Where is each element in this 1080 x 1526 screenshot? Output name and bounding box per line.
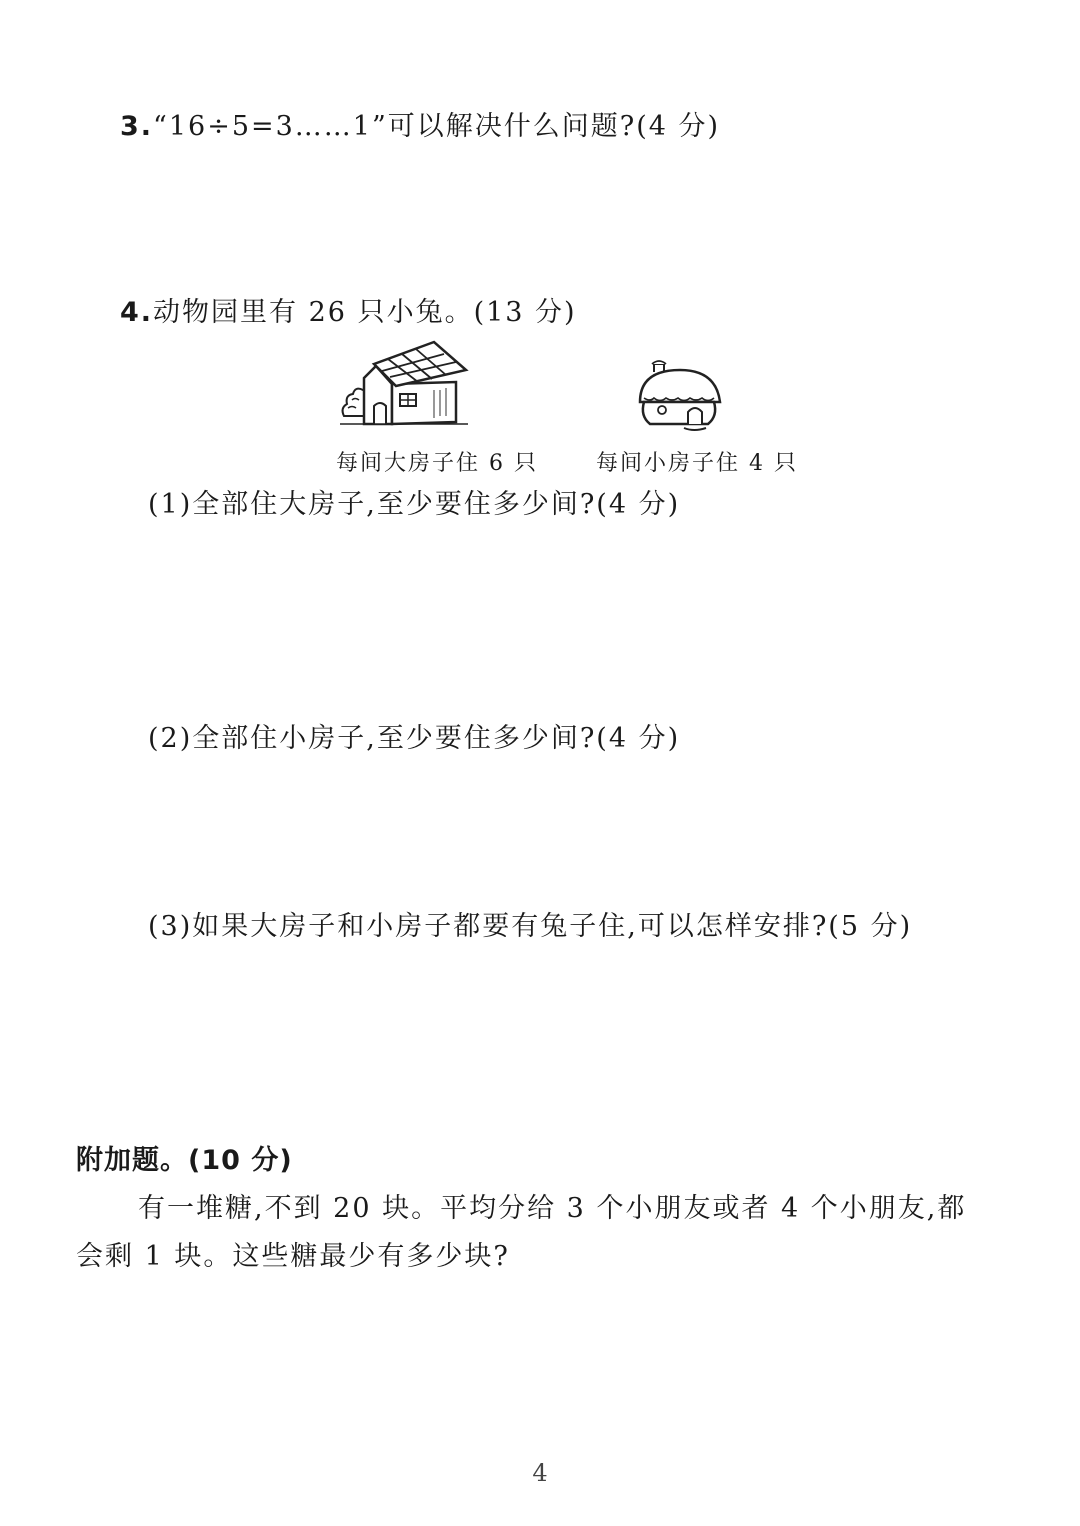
question-4-part-3: (3)如果大房子和小房子都要有兔子住,可以怎样安排?(5 分): [148, 911, 913, 942]
question-4: [120, 296, 577, 330]
question-4-part-2: (2)全部住小房子,至少要住多少间?(4 分): [148, 723, 681, 754]
question-3-number: 3.: [120, 111, 154, 142]
page-number: 4: [532, 1459, 548, 1487]
bonus-text-line-1: 有一堆糖,不到 20 块。平均分给 3 个小朋友或者 4 个小朋友,都: [138, 1193, 967, 1224]
question-3: [120, 110, 720, 144]
small-house-illustration: [634, 358, 726, 438]
question-4-number: 4.: [120, 297, 154, 328]
question-4-part-1: (1)全部住大房子,至少要住多少间?(4 分): [148, 489, 681, 520]
big-house-caption: 每间大房子住 6 只: [336, 451, 538, 476]
question-3-text: “16÷5=3……1”可以解决什么问题?(4 分): [153, 111, 721, 142]
bonus-text-line-2: 会剩 1 块。这些糖最少有多少块?: [76, 1241, 510, 1272]
big-house-illustration: [336, 338, 476, 434]
question-4-text: 动物园里有 26 只小兔。(13 分): [153, 297, 577, 328]
small-house-caption: 每间小房子住 4 只: [596, 451, 798, 476]
bonus-title: 附加题。(10 分): [76, 1145, 293, 1176]
